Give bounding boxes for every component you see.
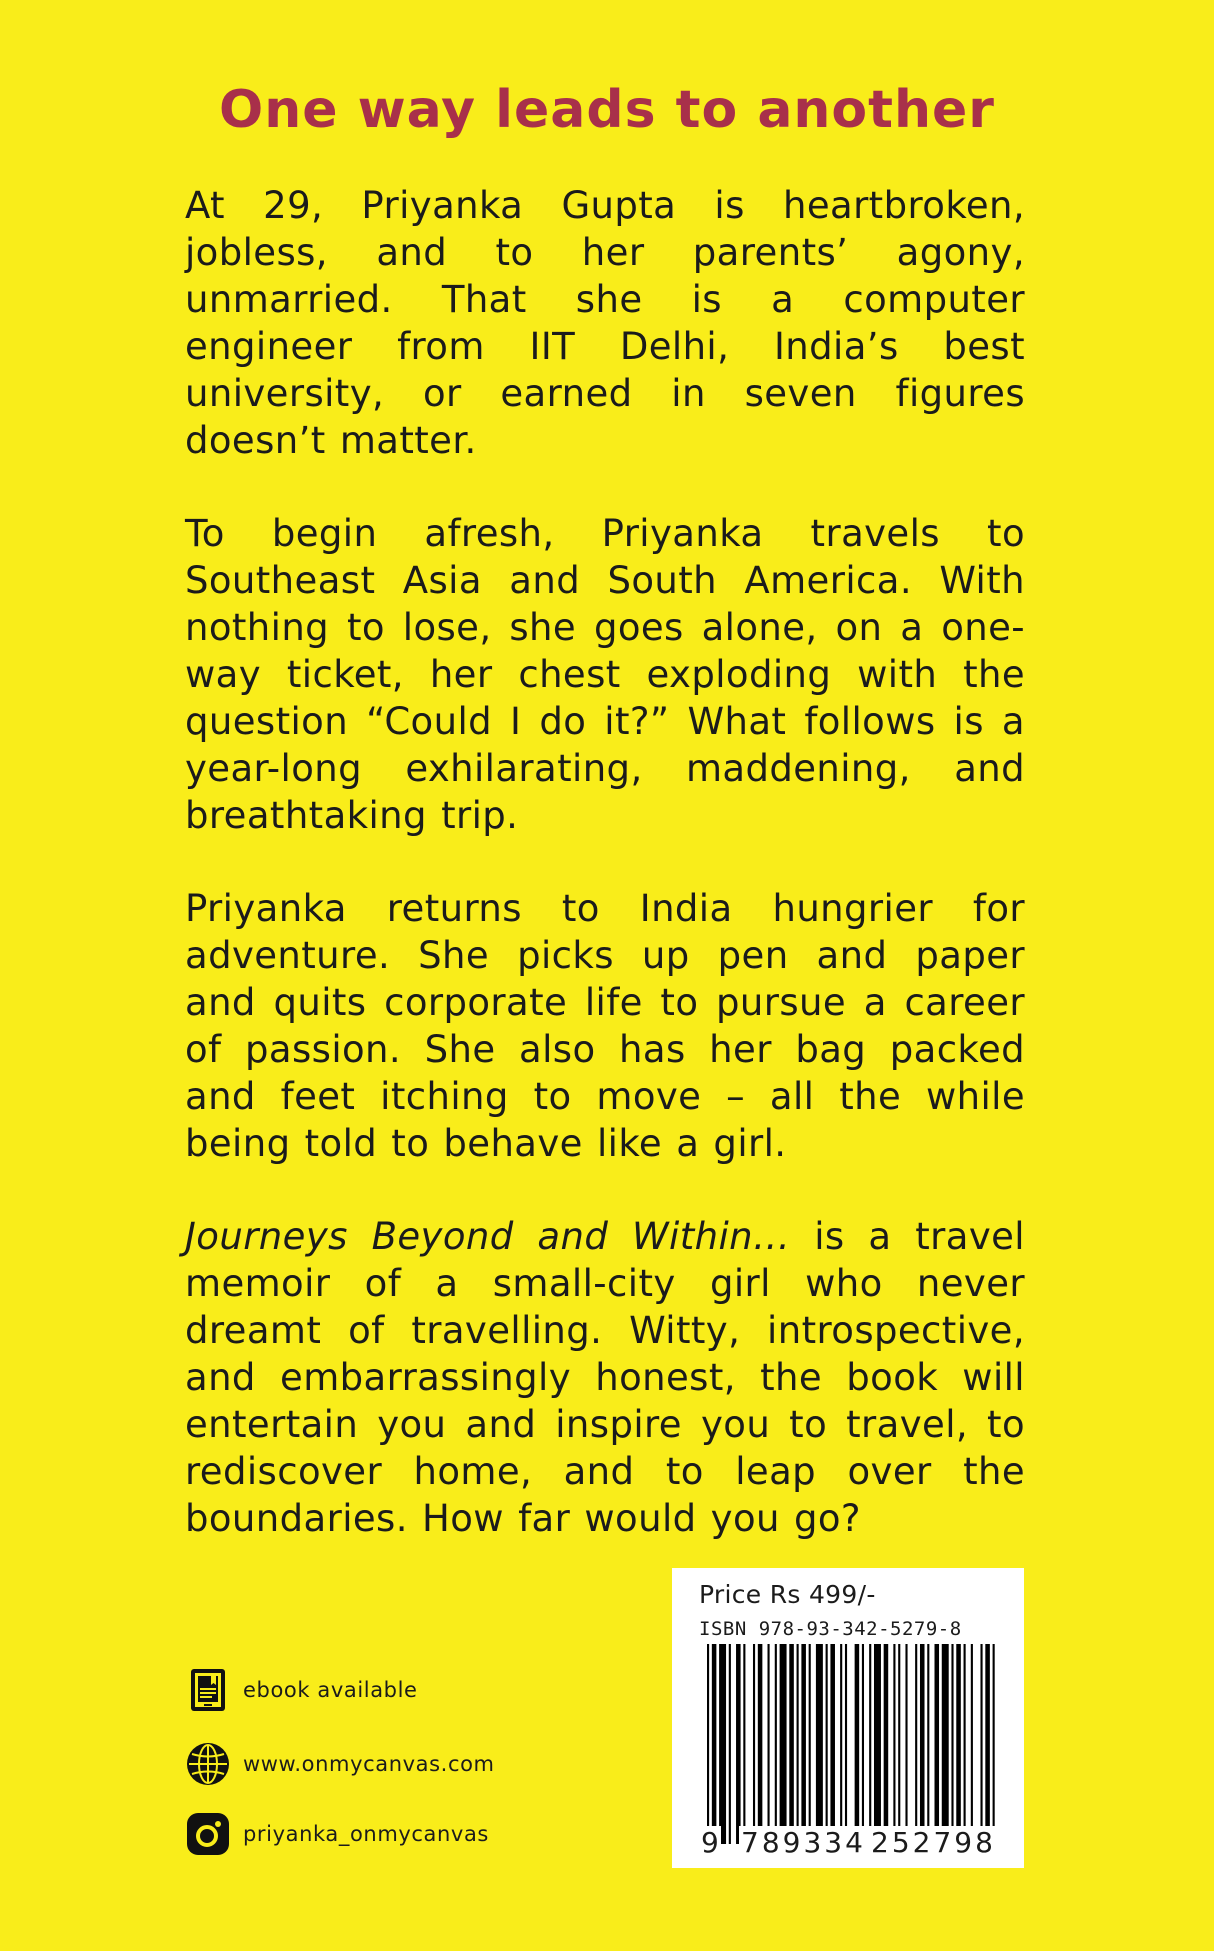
book-title: Journeys Beyond and Within… bbox=[185, 1215, 791, 1258]
barcode-bar bbox=[884, 1644, 889, 1844]
blurb-paragraph-2: To begin afresh, Priyanka travels to Southeast Asia and South America. With nothing to lose, she goes alone, on a one-way ticket, her chest exploding with the question “Could I do it?” What follows is a year-long exhilarating, maddening, and breathtaking trip. bbox=[185, 512, 1025, 837]
barcode-bar bbox=[712, 1644, 717, 1844]
barcode-bar bbox=[845, 1644, 847, 1844]
barcode-bar bbox=[927, 1644, 929, 1844]
barcode-bar bbox=[898, 1644, 900, 1844]
barcode-bar bbox=[920, 1644, 925, 1844]
barcode-bar bbox=[736, 1644, 741, 1844]
blurb-paragraph-3: Priyanka returns to India hungrier for adventure. She picks up pen and paper and quits corporate life to pursue a career of passion. She also has her bag packed and feet itching to move – all the while being told to behave like a girl. bbox=[185, 887, 1025, 1165]
barcode-bar bbox=[840, 1644, 842, 1844]
blurb bbox=[185, 182, 1025, 1588]
blurb-paragraph-4 bbox=[185, 1213, 1025, 1542]
barcode-bar bbox=[862, 1644, 864, 1844]
barcode-bar bbox=[985, 1644, 990, 1844]
contact-instagram[interactable] bbox=[185, 1811, 489, 1857]
barcode-bar bbox=[893, 1644, 895, 1844]
barcode-bar bbox=[707, 1644, 709, 1844]
website-link[interactable]: www.onmycanvas.com bbox=[243, 1752, 495, 1776]
barcode-bar bbox=[719, 1644, 726, 1844]
ebook-icon bbox=[185, 1667, 231, 1713]
barcode-panel bbox=[672, 1568, 1024, 1868]
barcode-bar bbox=[905, 1644, 907, 1844]
barcode-bar bbox=[758, 1644, 763, 1844]
barcode-bar bbox=[797, 1644, 799, 1844]
contact-website[interactable] bbox=[185, 1741, 495, 1787]
barcode-bar bbox=[874, 1644, 881, 1844]
barcode-digit-first: 9 bbox=[701, 1826, 719, 1859]
instagram-icon bbox=[185, 1811, 231, 1857]
barcode-bar bbox=[775, 1644, 777, 1844]
instagram-handle[interactable]: priyanka_onmycanvas bbox=[243, 1822, 489, 1846]
globe-icon bbox=[185, 1741, 231, 1787]
barcode-bar bbox=[830, 1644, 835, 1844]
barcode-digits-right: 252798 bbox=[871, 1826, 996, 1859]
barcode-bar bbox=[964, 1644, 966, 1844]
barcode-bar bbox=[942, 1644, 949, 1844]
barcode-bar bbox=[753, 1644, 755, 1844]
barcode-digits-left: 789334 bbox=[741, 1826, 866, 1859]
barcode-bar bbox=[855, 1644, 860, 1844]
barcode-bar bbox=[971, 1644, 973, 1844]
barcode-bar bbox=[801, 1644, 806, 1844]
contact-ebook-label: ebook available bbox=[243, 1678, 418, 1702]
barcode-bar bbox=[915, 1644, 917, 1844]
barcode-bar bbox=[951, 1644, 953, 1844]
barcode bbox=[707, 1644, 995, 1844]
barcode-bar bbox=[768, 1644, 770, 1844]
barcode-bar bbox=[980, 1644, 982, 1844]
barcode-bar bbox=[816, 1644, 823, 1844]
blurb-paragraph-1: At 29, Priyanka Gupta is heartbroken, jobless, and to her parents’ agony, unmarried. That she is a computer engineer from IIT Delhi, India’s best university, or earned in seven figures doesn’t matter. bbox=[185, 184, 1025, 462]
barcode-bar bbox=[743, 1644, 745, 1844]
barcode-bar bbox=[729, 1644, 731, 1844]
barcode-bar bbox=[993, 1644, 995, 1844]
barcode-bar bbox=[869, 1644, 871, 1844]
contact-ebook bbox=[185, 1667, 418, 1713]
headline: One way leads to another bbox=[219, 80, 995, 140]
barcode-bar bbox=[789, 1644, 794, 1844]
barcode-bar bbox=[935, 1644, 940, 1844]
barcode-bar bbox=[809, 1644, 811, 1844]
barcode-bar bbox=[956, 1644, 961, 1844]
barcode-bar bbox=[826, 1644, 828, 1844]
isbn: ISBN 978-93-342-5279-8 bbox=[699, 1618, 962, 1640]
barcode-bar bbox=[780, 1644, 787, 1844]
price: Price Rs 499/- bbox=[699, 1580, 876, 1609]
blurb-paragraph-4-text: is a travel memoir of a small-city girl who never dreamt of travelling. Witty, introspective, and embarrassingly honest, the book will entertain you and inspire you to travel, to rediscover home, and to leap over the boundaries. How far would you go? bbox=[185, 1215, 1025, 1540]
barcode-bars bbox=[707, 1644, 995, 1844]
